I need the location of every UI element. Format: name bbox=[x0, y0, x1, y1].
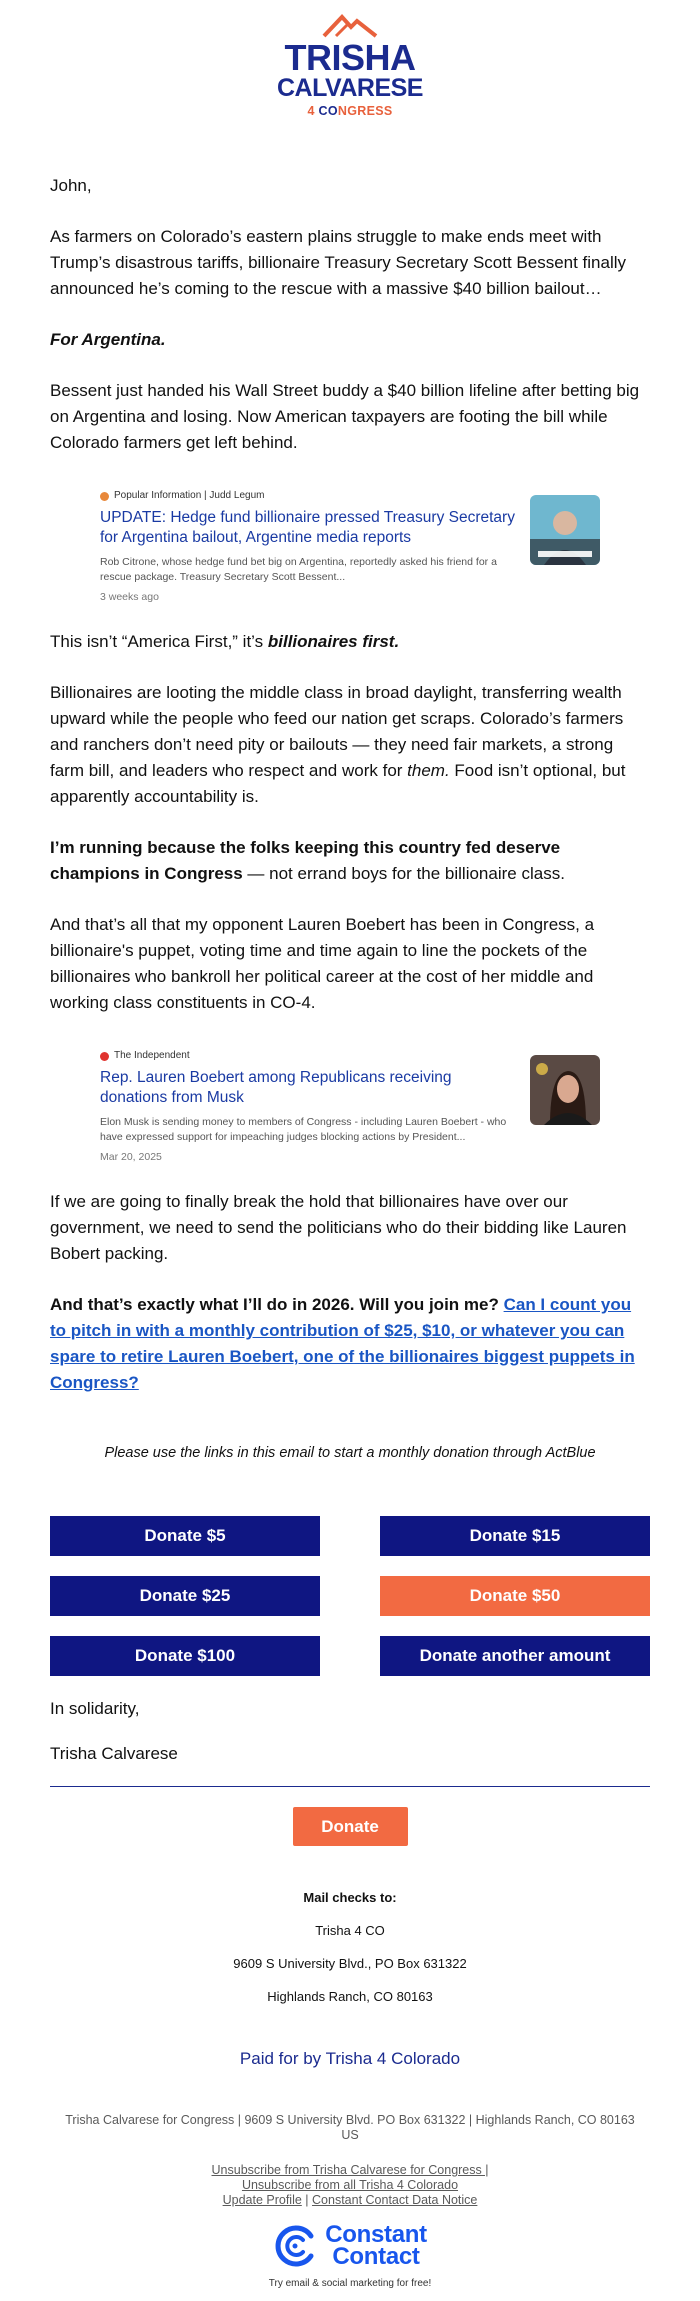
campaign-logo bbox=[0, 0, 700, 120]
paragraph-4-text: This isn’t “America First,” it’s bbox=[50, 632, 268, 651]
constant-contact-icon bbox=[273, 2224, 317, 2268]
donate-50-button[interactable]: Donate $50 bbox=[380, 1576, 650, 1616]
article-card-1-description: Rob Citrone, whose hedge fund bet big on Argentina, reportedly asked his friend for a rescue package. Treasury Secretary Scott Bessent... bbox=[100, 556, 497, 583]
signoff bbox=[0, 1696, 700, 1767]
article-card-2-body bbox=[100, 1049, 530, 1164]
actblue-notice: Please use the links in this email to start a monthly donation through ActBlue bbox=[104, 1445, 596, 1461]
logo-tagline-prefix: 4 bbox=[307, 104, 319, 118]
article-card-1-date: 3 weeks ago bbox=[100, 591, 159, 603]
donate-100-button[interactable]: Donate $100 bbox=[50, 1636, 320, 1676]
mail-recipient: Trisha 4 CO bbox=[315, 1923, 385, 1938]
logo-tagline-co: CO bbox=[318, 104, 338, 118]
donate-button[interactable]: Donate bbox=[293, 1807, 408, 1846]
article-card-2-thumbnail-image[interactable] bbox=[530, 1055, 600, 1125]
paragraph-6 bbox=[50, 835, 650, 887]
paragraph-2-text: For Argentina. bbox=[50, 330, 166, 349]
unsubscribe-all-link[interactable]: Unsubscribe from all Trisha 4 Colorado bbox=[241, 2178, 459, 2192]
mountain-icon bbox=[318, 12, 382, 38]
unsubscribe-campaign-link[interactable]: Unsubscribe from Trisha Calvarese for Congress | bbox=[211, 2163, 489, 2177]
mail-checks-section bbox=[0, 1889, 700, 2006]
paragraph-1: As farmers on Colorado’s eastern plains struggle to make ends meet with Trump’s disastrous tariffs, billionaire Treasury Secretary Scott Bessent finally announced he’s coming to the rescue with a massive $40 billion bailout… bbox=[50, 227, 627, 298]
article-card-2-title[interactable]: Rep. Lauren Boebert among Republicans receiving donations from Musk bbox=[100, 1069, 452, 1106]
closing: In solidarity, bbox=[50, 1699, 140, 1718]
logo-name-last: CALVARESE bbox=[277, 74, 423, 102]
paragraph-7: And that’s all that my opponent Lauren Boebert has been in Congress, a billionaire's puppet, voting time and time again to line the pockets of the billionaires who bankroll her political career at the cost of her middle and working class constituents in CO-4. bbox=[50, 915, 595, 1012]
donate-other-amount-button[interactable]: Donate another amount bbox=[380, 1636, 650, 1676]
paragraph-6-end: — not errand boys for the billionaire class. bbox=[242, 864, 565, 883]
donate-button-grid bbox=[0, 1516, 700, 1676]
paragraph-9 bbox=[50, 1292, 650, 1396]
donate-5-button[interactable]: Donate $5 bbox=[50, 1516, 320, 1556]
source-logo-icon bbox=[100, 492, 109, 501]
article-card-1-body bbox=[100, 489, 530, 604]
paragraph-3: Bessent just handed his Wall Street buddy a $40 billion lifeline after betting big on Argentina and losing. Now American taxpayers are footing the bill while Colorado farmers get left behind. bbox=[50, 381, 640, 452]
footer-links bbox=[60, 2193, 640, 2208]
article-card-1[interactable] bbox=[100, 481, 600, 604]
article-card-1-thumbnail-image[interactable] bbox=[530, 495, 600, 565]
article-card-2[interactable] bbox=[100, 1041, 600, 1164]
constant-contact-wordmark bbox=[325, 2221, 427, 2270]
logo-tagline bbox=[0, 104, 700, 118]
mail-checks-title: Mail checks to: bbox=[303, 1890, 397, 1905]
article-card-1-source-text: Popular Information | Judd Legum bbox=[114, 490, 265, 501]
constant-contact-tagline: Try email & social marketing for free! bbox=[268, 2278, 432, 2289]
paragraph-6-bold: I’m running because the folks keeping this country fed deserve champions in Congress bbox=[50, 838, 561, 883]
article-card-1-source bbox=[100, 489, 516, 503]
logo-tagline-suffix: NGRESS bbox=[337, 104, 393, 118]
footer bbox=[0, 2113, 700, 2301]
article-card-1-title[interactable]: UPDATE: Hedge fund billionaire pressed Treasury Secretary for Argentina bailout, Argentine media reports bbox=[100, 509, 515, 546]
paragraph-8: If we are going to finally break the hold that billionaires have over our government, we need to send the politicians who do their bidding like Lauren Bobert packing. bbox=[50, 1192, 627, 1263]
mail-street: 9609 S University Blvd., PO Box 631322 bbox=[233, 1956, 467, 1971]
paragraph-9-bold: And that’s exactly what I’ll do in 2026. Will you join me? bbox=[50, 1295, 504, 1314]
donate-25-button[interactable]: Donate $25 bbox=[50, 1576, 320, 1616]
logo-name-first: TRISHA bbox=[284, 37, 416, 78]
donate-15-button[interactable]: Donate $15 bbox=[380, 1516, 650, 1556]
paragraph-2 bbox=[50, 327, 650, 353]
data-notice-link[interactable]: Constant Contact Data Notice bbox=[312, 2193, 478, 2207]
paragraph-5-text: Billionaires are looting the middle class in broad daylight, transferring wealth upward while the people who feed our nation get scraps. Colorado’s farmers and ranchers don’t need pity or bailouts — they need fair markets, a strong farm bill, and leaders who respect and work for bbox=[50, 683, 624, 780]
footer-address: Trisha Calvarese for Congress | 9609 S University Blvd. PO Box 631322 | Highlands Ranch, CO 80163 US bbox=[65, 2113, 635, 2142]
footer-separator: | bbox=[301, 2193, 313, 2207]
divider bbox=[50, 1786, 650, 1787]
article-card-2-description: Elon Musk is sending money to members of Congress - including Lauren Boebert - who have expressed support for impeaching judges blocking actions by President... bbox=[100, 1116, 507, 1143]
monthly-contribution-link[interactable]: Can I count you to pitch in with a monthly contribution of $25, $10, or whatever you can spare to retire Lauren Boebert, one of the billionaires biggest puppets in Congress? bbox=[50, 1295, 635, 1392]
email-body bbox=[0, 173, 700, 1466]
paid-for-disclaimer: Paid for by Trisha 4 Colorado bbox=[239, 2049, 461, 2068]
article-card-2-date: Mar 20, 2025 bbox=[100, 1151, 162, 1163]
paragraph-5-emphasis: them. bbox=[407, 761, 450, 780]
update-profile-link[interactable]: Update Profile bbox=[222, 2193, 302, 2207]
signature-name: Trisha Calvarese bbox=[50, 1744, 178, 1763]
paragraph-4-emphasis: billionaires first. bbox=[267, 632, 400, 651]
paragraph-4 bbox=[50, 629, 650, 655]
paragraph-5 bbox=[50, 680, 650, 810]
mail-city: Highlands Ranch, CO 80163 bbox=[267, 1989, 433, 2004]
source-logo-icon bbox=[100, 1052, 109, 1061]
article-card-2-source bbox=[100, 1049, 516, 1063]
constant-contact-logo bbox=[273, 2221, 427, 2270]
greeting: John, bbox=[50, 176, 92, 195]
cc-wordmark-line2: Contact bbox=[332, 2243, 420, 2270]
cc-wordmark-line1: Constant bbox=[325, 2221, 427, 2248]
constant-contact-badge[interactable] bbox=[60, 2221, 640, 2301]
article-card-2-source-text: The Independent bbox=[114, 1050, 190, 1061]
paragraph-5-end: Food isn’t optional, but apparently accountability is. bbox=[50, 761, 626, 806]
